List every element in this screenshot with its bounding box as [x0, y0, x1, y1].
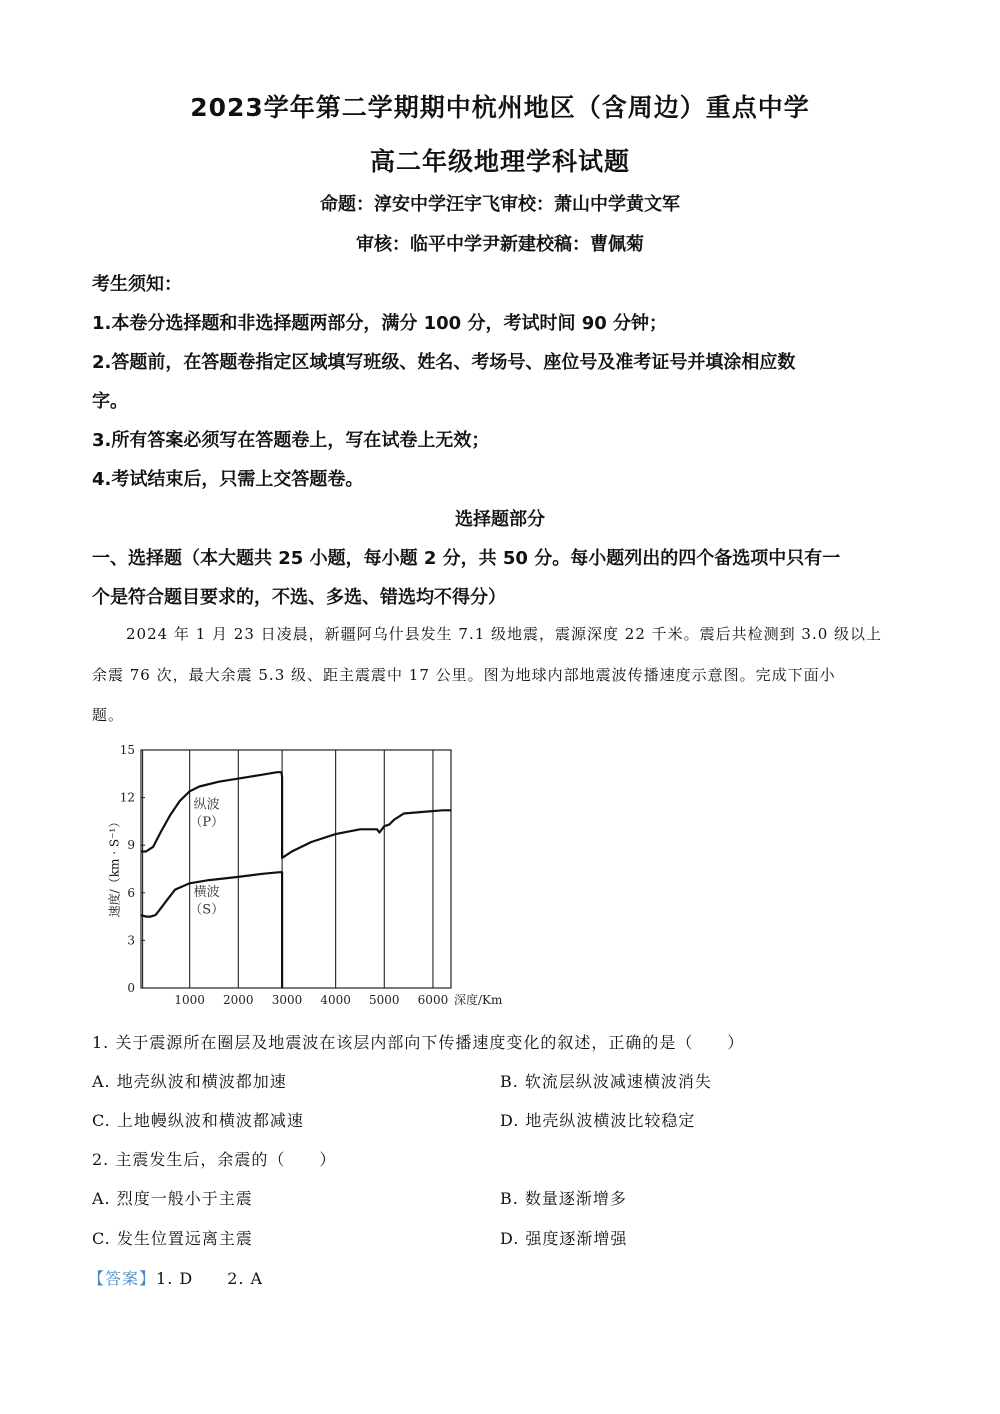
passage-line3: 题。 [92, 706, 125, 724]
x-tick-label: 2000 [223, 993, 254, 1007]
notice-heading: 考生须知： [92, 274, 182, 295]
y-tick-label: 6 [127, 885, 135, 900]
chart-series [141, 772, 451, 988]
authors-line2: 审核：临平中学尹新建校稿：曹佩菊 [356, 234, 644, 255]
passage-line1: 2024 年 1 月 23 日凌晨，新疆阿乌什县发生 7.1 级地震，震源深度 22 千米。震后共检测到 3.0 级以上 [126, 625, 883, 643]
x-tick-label: 3000 [271, 993, 303, 1007]
q1-stem: 1. 关于震源所在圈层及地震波在该层内部向下传播速度变化的叙述，正确的是（ ） [92, 1033, 745, 1052]
q2-option-c: C. 发生位置远离主震 [92, 1229, 253, 1248]
x-axis-label: 深度/Km [454, 993, 503, 1007]
chart-labels [120, 743, 503, 1007]
q1-option-a: A. 地壳纵波和横波都加速 [92, 1072, 287, 1091]
y-tick-label: 12 [119, 790, 135, 805]
notice-item-2a: 2.答题前，在答题卷指定区域填写班级、姓名、考场号、座位号及准考证号并填涂相应数 [92, 352, 796, 373]
q2-option-d: D. 强度逐渐增强 [500, 1229, 628, 1248]
exam-title-line2: 高二年级地理学科试题 [369, 147, 630, 176]
notice-item-1: 1.本卷分选择题和非选择题两部分，满分 100 分，考试时间 90 分钟； [92, 313, 668, 334]
x-tick-label: 4000 [320, 993, 351, 1007]
answer-1: 1. D [156, 1269, 194, 1288]
plot-frame [141, 750, 451, 988]
section-heading-a: 一、选择题（本大题共 25 小题，每小题 2 分，共 50 分。每小题列出的四个备选项中只有一 [92, 548, 841, 569]
notice-item-4: 4.考试结束后，只需上交答题卷。 [92, 469, 364, 490]
series-label-sub: （P） [189, 815, 225, 831]
series-label-sub: （S） [189, 902, 225, 918]
q2-stem: 2. 主震发生后，余震的（ ） [92, 1150, 337, 1169]
exam-title-line1: 2023学年第二学期期中杭州地区（含周边）重点中学 [190, 93, 810, 122]
y-tick-label: 9 [127, 838, 135, 853]
q1-option-b: B. 软流层纵波减速横波消失 [500, 1072, 712, 1091]
y-axis-label: 速度/（km · S⁻¹） [107, 815, 122, 918]
series-label: 纵波 [193, 797, 220, 813]
x-tick-label: 6000 [417, 993, 449, 1007]
q2-option-b: B. 数量逐渐增多 [500, 1189, 627, 1208]
series-line-p-wave [141, 772, 451, 858]
y-tick-label: 15 [119, 743, 135, 757]
chart-grid [141, 750, 451, 988]
section-title: 选择题部分 [455, 509, 545, 530]
answer-line [88, 1266, 263, 1289]
notice-item-3: 3.所有答案必须写在答题卷上，写在试卷上无效； [92, 430, 490, 451]
passage-line2: 余震 76 次，最大余震 5.3 级、距主震震中 17 公里。图为地球内部地震波传播速度示意图。完成下面小 [92, 666, 836, 684]
answer-tag: 【答案】 [88, 1269, 157, 1288]
series-label: 横波 [193, 884, 220, 900]
x-tick-label: 1000 [174, 993, 205, 1007]
notice-item-2b: 字。 [92, 391, 128, 412]
section-heading-b: 个是符合题目要求的，不选、多选、错选均不得分） [92, 587, 506, 608]
y-tick-label: 3 [127, 933, 135, 948]
y-tick-label: 0 [127, 981, 135, 995]
q1-option-d: D. 地壳纵波横波比较稳定 [500, 1111, 696, 1130]
q2-option-a: A. 烈度一般小于主震 [92, 1189, 253, 1208]
x-tick-label: 5000 [369, 993, 400, 1007]
answer-2: 2. A [227, 1269, 264, 1288]
authors-line1: 命题：淳安中学汪宇飞审校：萧山中学黄文军 [320, 194, 680, 215]
q1-option-c: C. 上地幔纵波和横波都减速 [92, 1111, 304, 1130]
